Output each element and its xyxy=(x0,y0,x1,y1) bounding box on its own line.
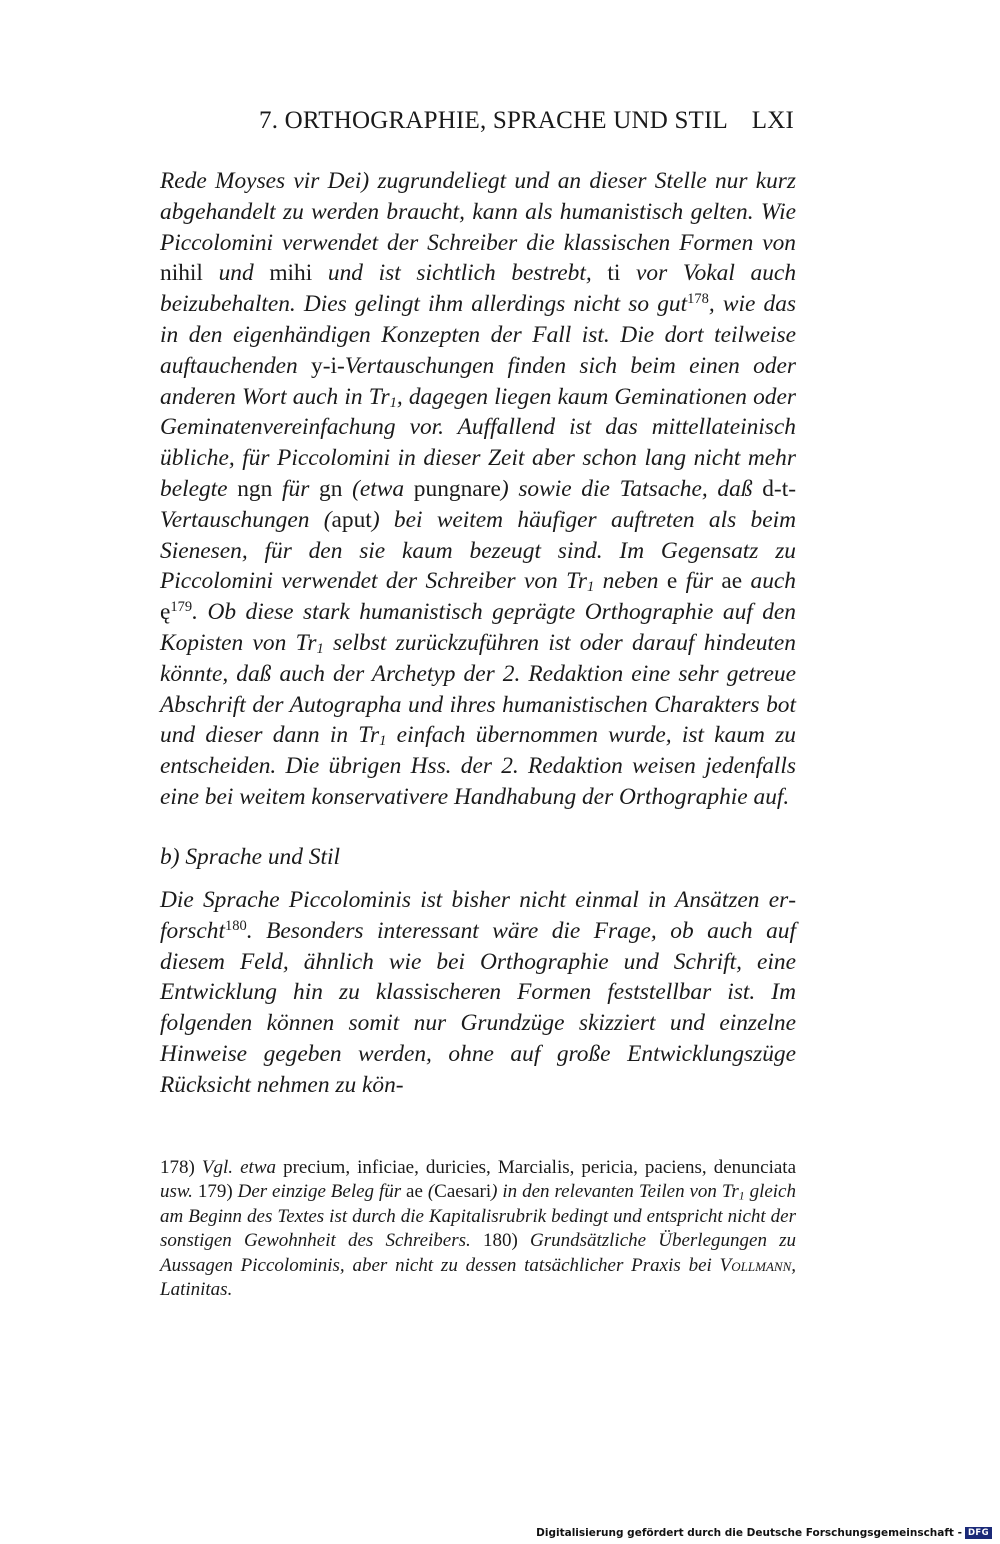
digitization-credit xyxy=(536,1526,992,1540)
credit-text: Digitalisierung gefördert durch die Deutsche Forschungsgemeinschaft - xyxy=(536,1527,962,1539)
paragraph-orthographie: Rede Moyses vir Dei) zugrundeliegt und an dieser Stelle nur kurz abgehandelt zu werden braucht, kann als humanistisch gelten. Wie Piccolomini verwendet der Schreiber die klassischen Formen von nihil und mihi und ist sichtlich bestrebt, ti vor Vokal auch beizubehalten. Dies gelingt ihm allerdings nicht so gut$^{178}$, wie das in den eigenhändigen Konzepten der Fall ist. Die dort teilweise auftauchenden y-i-Vertauschungen finden sich beim einen oder anderen Wort auch in $Tr_1$, dagegen liegen kaum Geminationen oder Geminatenvereinfachung vor. Auffallend ist das mittellateinisch übliche, für Piccolomini in dieser Zeit aber schon lang nicht mehr belegte ngn für gn (etwa pungnare) sowie die Tatsache, daß d-t-Vertauschungen (aput) bei weitem häufiger auftreten als beim Sienesen, für den sie kaum bezeugt sind. Im Gegensatz zu Piccolomini verwendet der Schreiber von $Tr_1$ neben e für ae auch $ę^{179}$. Ob diese stark humanistisch geprägte Orthographie auf den Kopisten von $Tr_1$ selbst zurückzuführen ist oder darauf hindeuten könnte, daß auch der Archetyp der 2. Redaktion eine sehr getreue Abschrift der Autographa und ihres humanistischen Charakters bot und dieser dann in $Tr_1$ einfach übernommen wurde, ist kaum zu entscheiden. Die übrigen Hss. der 2. Redaktion weisen jedenfalls eine bei weitem konservativere Handhabung der Orthographie auf. xyxy=(160,168,797,810)
footnote-179: 179) Der einzige Beleg für ae (Caesari) in den relevanten Teilen von $Tr_1$ gleich am Beginn des Textes ist durch die Kapitalisrubrik bedingt und entspricht nicht der sonstigen Gewohnheit des Schreibers. xyxy=(160,1181,796,1252)
section-subheading: b) Sprache und Stil xyxy=(160,844,340,870)
paragraph-sprache-und-stil: Die Sprache Piccolominis ist bisher nicht einmal in Ansätzen erforscht$^{180}$. Besonders interessant wäre die Frage, ob auch auf diesem Feld, ähnlich wie bei Orthographie und Schrift, eine Entwicklung hin zu klassischeren Formen feststellbar ist. Im folgenden können somit nur Grundzüge skizziert und einzelne Hinweise gegeben werden, ohne auf große Entwicklungszüge Rücksicht nehmen zu kön- xyxy=(160,887,796,1098)
running-header xyxy=(160,103,796,143)
footnotes xyxy=(160,1156,796,1302)
footnote-180: 180) Grundsätzliche Überlegungen zu Aussagen Piccolominis, aber nicht zu dessen tatsächlicher Praxis bei Vollmann, Latinitas. xyxy=(160,1230,797,1301)
footnote-178: 178) Vgl. etwa precium, inficiae, duricies, Marcialis, pericia, paciens, denunciata usw. xyxy=(160,1157,797,1203)
dfg-logo-icon: DFG xyxy=(965,1527,992,1539)
page-number: LXI xyxy=(751,107,794,134)
footnote-ref-178[interactable]: 178 xyxy=(687,291,709,308)
footnote-ref-180[interactable]: 180 xyxy=(224,917,247,934)
footnote-ref-179[interactable]: 179 xyxy=(170,599,193,616)
running-header-title: 7. ORTHOGRAPHIE, SPRACHE UND STIL xyxy=(259,107,729,134)
